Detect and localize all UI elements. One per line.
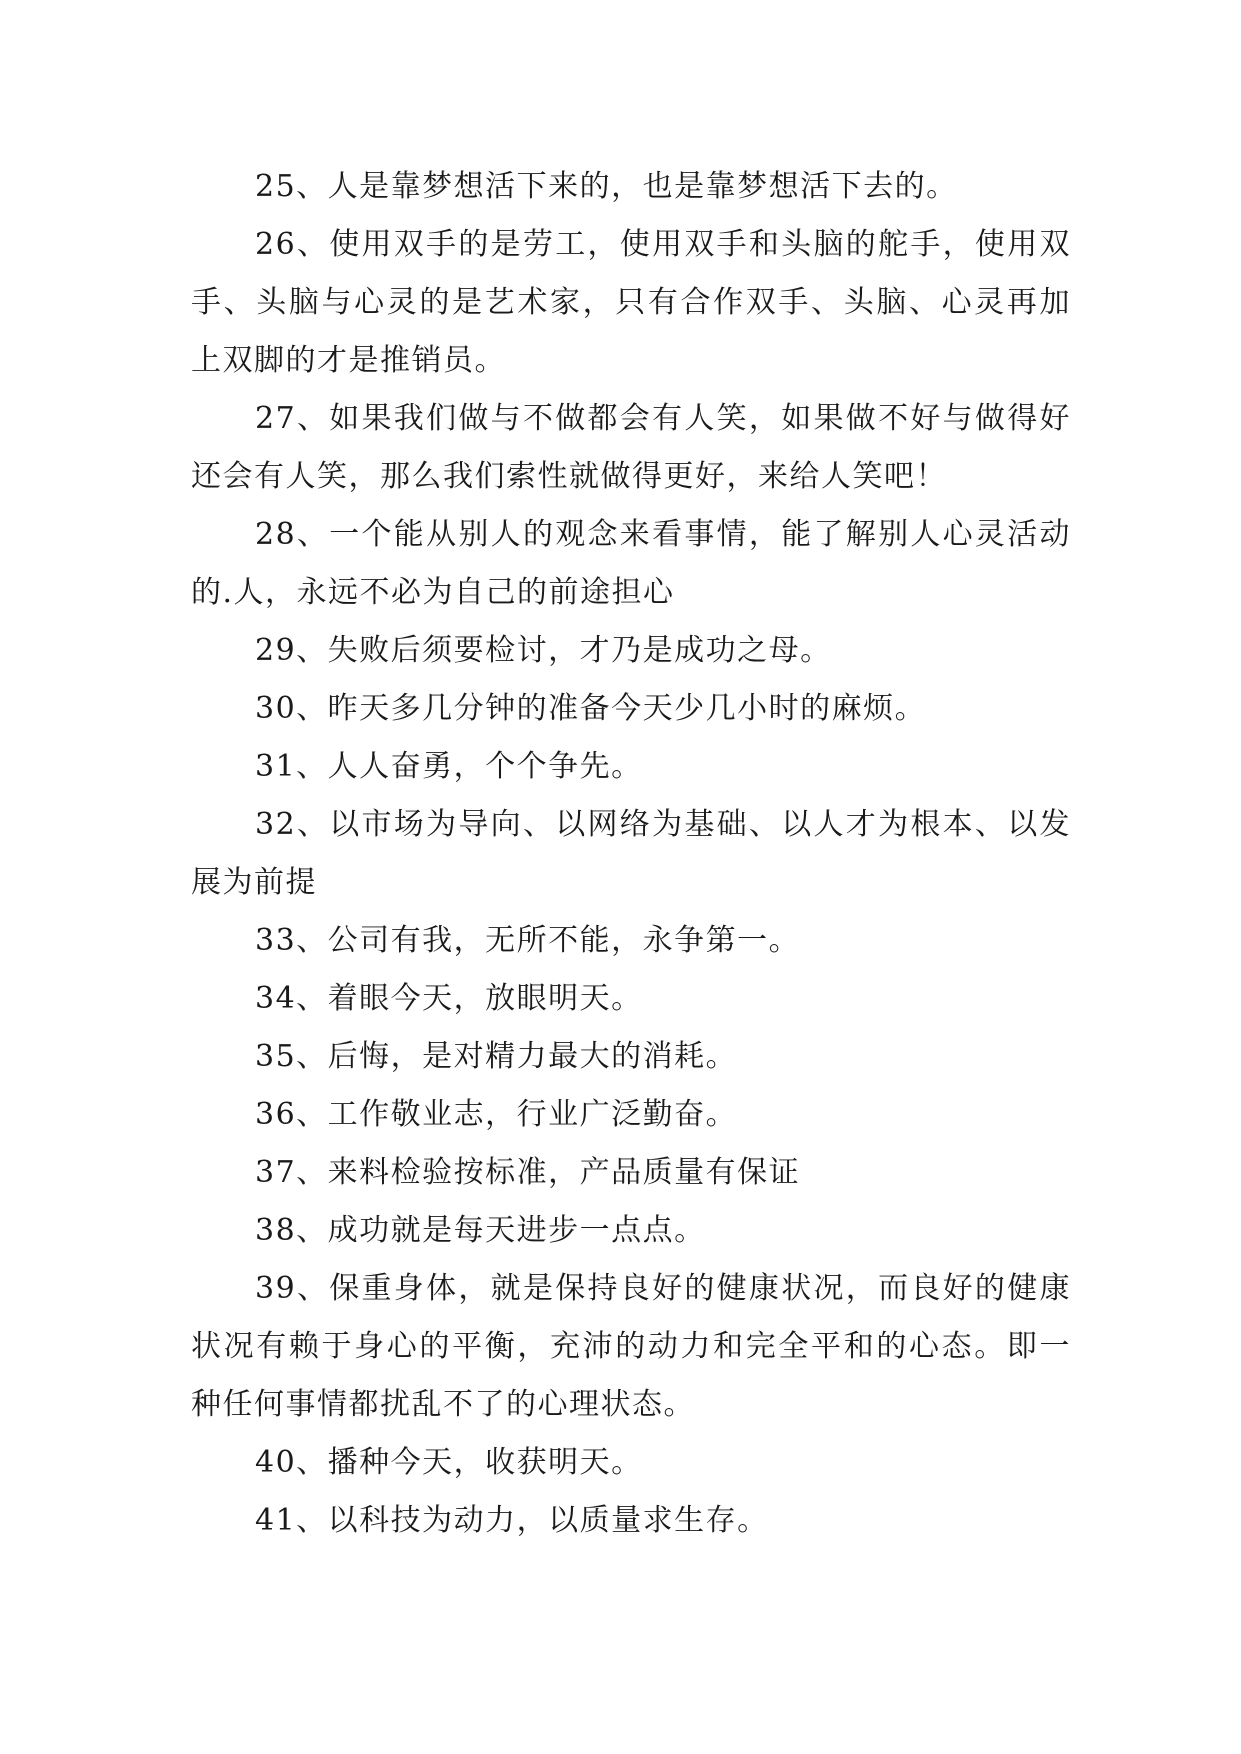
paragraph-37: 37、来料检验按标准，产品质量有保证	[255, 1155, 801, 1190]
paragraph-28: 28、一个能从别人的观念来看事情，能了解别人心灵活动的.人，永远不必为自己的前途担心	[191, 517, 1071, 610]
paragraph-39: 39、保重身体，就是保持良好的健康状况，而良好的健康状况有赖于身心的平衡，充沛的动力和完全平和的心态。即一种任何事情都扰乱不了的心理状态。	[191, 1271, 1071, 1422]
paragraph-27: 27、如果我们做与不做都会有人笑，如果做不好与做得好还会有人笑，那么我们索性就做得更好，来给人笑吧！	[191, 401, 1071, 494]
paragraph-36: 36、工作敬业志，行业广泛勤奋。	[255, 1097, 738, 1132]
paragraph-34: 34、着眼今天，放眼明天。	[255, 981, 643, 1016]
paragraph-31: 31、人人奋勇，个个争先。	[255, 749, 643, 784]
paragraph-41: 41、以科技为动力，以质量求生存。	[255, 1503, 769, 1538]
paragraph-26: 26、使用双手的是劳工，使用双手和头脑的舵手，使用双手、头脑与心灵的是艺术家，只有合作双手、头脑、心灵再加上双脚的才是推销员。	[191, 227, 1071, 378]
paragraph-40: 40、播种今天，收获明天。	[255, 1445, 643, 1480]
document-body	[191, 158, 1071, 1550]
paragraph-35: 35、后悔，是对精力最大的消耗。	[255, 1039, 738, 1074]
paragraph-25: 25、人是靠梦想活下来的，也是靠梦想活下去的。	[255, 169, 958, 204]
paragraph-29: 29、失败后须要检讨，才乃是成功之母。	[255, 633, 832, 668]
paragraph-38: 38、成功就是每天进步一点点。	[255, 1213, 706, 1248]
paragraph-33: 33、公司有我，无所不能，永争第一。	[255, 923, 801, 958]
paragraph-32: 32、以市场为导向、以网络为基础、以人才为根本、以发展为前提	[191, 807, 1071, 900]
paragraph-30: 30、昨天多几分钟的准备今天少几小时的麻烦。	[255, 691, 927, 726]
